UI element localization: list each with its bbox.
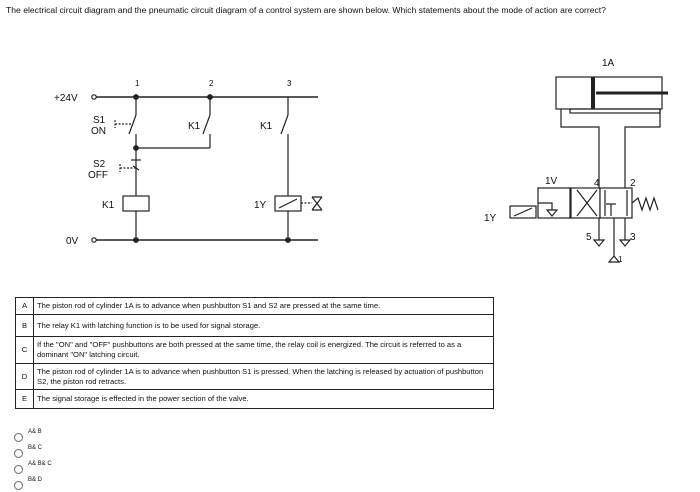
radio-button[interactable]: [14, 481, 23, 490]
column-3-label: 3: [287, 79, 292, 88]
solenoid-1y-label: 1Y: [254, 200, 267, 211]
statement-letter: A: [16, 298, 34, 315]
statement-row: [16, 337, 494, 364]
answer-option-2[interactable]: [14, 441, 42, 458]
answer-option-4[interactable]: [14, 473, 42, 490]
cylinder-1a-label: 1A: [602, 58, 615, 69]
statement-text: The signal storage is effected in the power section of the valve.: [34, 390, 494, 409]
supply-bottom-label: 0V: [66, 236, 79, 247]
statement-letter: D: [16, 364, 34, 390]
port-5-label: 5: [586, 232, 592, 243]
answer-option-3[interactable]: [14, 457, 52, 474]
s2-label: S2: [93, 159, 106, 170]
electrical-labels: [54, 79, 292, 247]
statement-text: The piston rod of cylinder 1A is to advance when pushbutton S1 and S2 are pressed at the same time.: [34, 298, 494, 315]
valve-solenoid-1y-label: 1Y: [484, 213, 497, 224]
k1-contact-2-label: K1: [260, 121, 273, 132]
answer-label: A& B: [28, 428, 42, 435]
s1-label: S1: [93, 115, 106, 126]
k1-contact-1-label: K1: [188, 121, 201, 132]
statement-row: [16, 390, 494, 409]
s1-sub-label: ON: [91, 126, 106, 137]
question-text: The electrical circuit diagram and the pneumatic circuit diagram of a control system are shown below. Which statements about the mode of action are correct?: [6, 5, 606, 15]
port-1-label: 1: [618, 255, 623, 264]
statement-row: [16, 298, 494, 315]
statement-text: The piston rod of cylinder 1A is to advance when pushbutton S1 is pressed. When the latching is released by actuation of pushbutton S2, the piston rod retracts.: [34, 364, 494, 390]
statement-row: [16, 364, 494, 390]
statement-letter: C: [16, 337, 34, 364]
answer-option-1[interactable]: [14, 425, 42, 442]
port-2-label: 2: [630, 178, 636, 189]
s2-sub-label: OFF: [88, 170, 108, 181]
statement-row: [16, 315, 494, 337]
answer-label: B& D: [28, 476, 43, 483]
port-4-label: 4: [594, 178, 600, 189]
answer-label: A& B& C: [28, 460, 52, 467]
column-1-label: 1: [135, 79, 140, 88]
statement-text: The relay K1 with latching function is to be used for signal storage.: [34, 315, 494, 337]
statement-text: If the "ON" and "OFF" pushbuttons are both pressed at the same time, the relay coil is energized. The circuit is referred to as a dominant "ON" latching circuit.: [34, 337, 494, 364]
electrical-circuit-diagram: [92, 95, 322, 243]
supply-top-label: +24V: [54, 93, 78, 104]
column-2-label: 2: [209, 79, 214, 88]
statement-letter: B: [16, 315, 34, 337]
statements-table: [15, 297, 494, 409]
k1-coil-label: K1: [102, 200, 115, 211]
port-3-label: 3: [630, 232, 636, 243]
answer-label: B& C: [28, 444, 43, 451]
statement-letter: E: [16, 390, 34, 409]
valve-1v-label: 1V: [545, 176, 558, 187]
